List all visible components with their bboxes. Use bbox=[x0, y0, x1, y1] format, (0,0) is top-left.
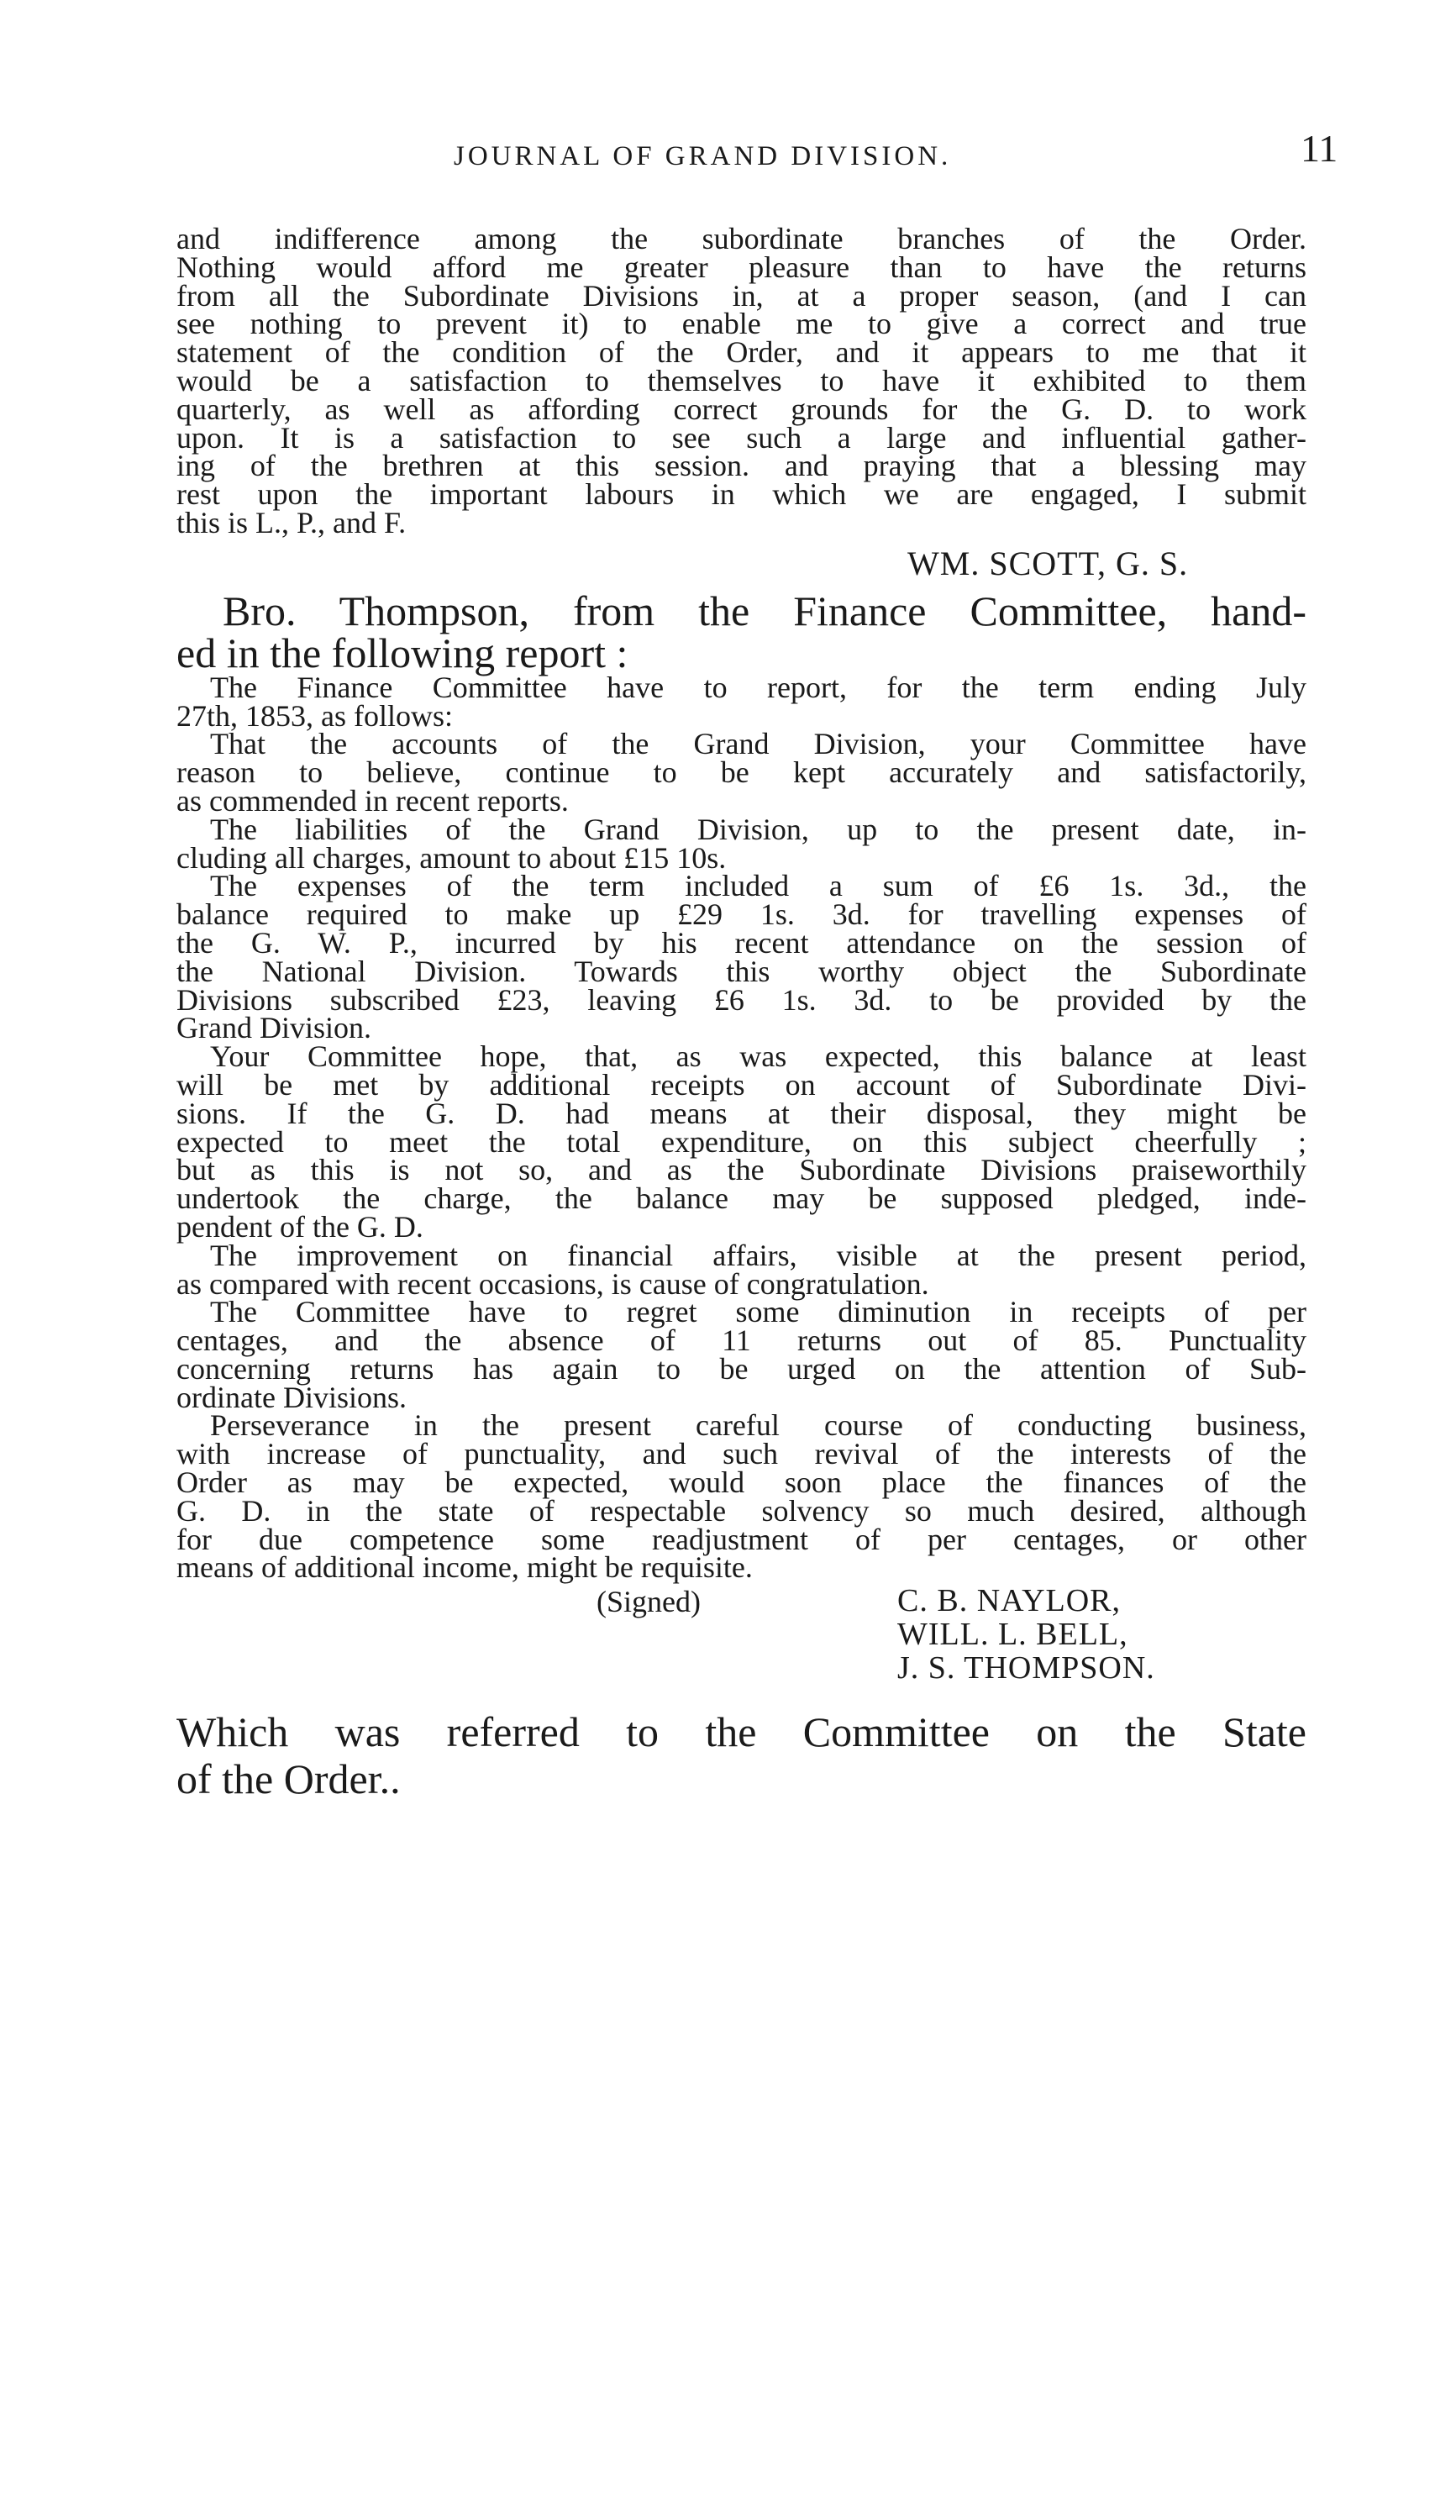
text-line: the G. W. P., incurred by his recent attendance on the session of bbox=[176, 925, 1306, 960]
text-line: rest upon the important labours in which we are engaged, I submit bbox=[176, 477, 1306, 512]
text-line: means of additional income, might be requisite. bbox=[176, 1550, 753, 1585]
text-line: cluding all charges, amount to about £15 10s. bbox=[176, 840, 727, 875]
text-line: quarterly, as well as affording correct grounds for the G. D. to work bbox=[176, 392, 1306, 426]
text-line: G. D. in the state of respectable solvency so much desired, although bbox=[176, 1493, 1306, 1528]
report-paragraph bbox=[176, 812, 1306, 875]
text-line: The improvement on financial affairs, visible at the present period, bbox=[210, 1238, 1306, 1272]
text-line: The Finance Committee have to report, for the term ending July bbox=[210, 670, 1306, 704]
intro-line: ed in the following report : bbox=[176, 629, 628, 676]
text-line: reason to believe, continue to be kept accurately and satisfactorily, bbox=[176, 755, 1306, 790]
text-line: from all the Subordinate Divisions in, at a proper season, (and I can bbox=[176, 278, 1306, 313]
text-line: and indifference among the subordinate branches of the Order. bbox=[176, 222, 1306, 255]
body-text bbox=[176, 222, 1306, 1803]
text-line: would be a satisfaction to themselves to have it exhibited to them bbox=[176, 363, 1306, 397]
text-line: concerning returns has again to be urged on the attention of Sub- bbox=[176, 1351, 1306, 1386]
text-line: balance required to make up £29 1s. 3d. for travelling expenses of bbox=[176, 897, 1306, 932]
signed-label: (Signed) bbox=[597, 1585, 701, 1619]
text-line: for due competence some readjustment of per centages, or other bbox=[176, 1522, 1306, 1556]
report-paragraph bbox=[176, 1238, 1306, 1301]
report-paragraph bbox=[176, 1295, 1306, 1414]
text-line: statement of the condition of the Order, and it appears to me that it bbox=[176, 335, 1306, 370]
closing-line: of the Order.. bbox=[176, 1755, 401, 1803]
signer-name: C. B. NAYLOR, bbox=[897, 1583, 1122, 1619]
text-line: Order as may be expected, would soon place the finances of the bbox=[176, 1465, 1306, 1500]
closing-note bbox=[176, 1708, 1306, 1802]
report-paragraph bbox=[176, 670, 1306, 733]
signer-name: WILL. L. BELL, bbox=[897, 1617, 1128, 1653]
text-line: Perseverance in the present careful course of conducting business, bbox=[210, 1408, 1306, 1443]
text-line: 27th, 1853, as follows: bbox=[176, 698, 453, 733]
report-signatures bbox=[176, 1582, 1306, 1686]
text-line: as compared with recent occasions, is cause of congratulation. bbox=[176, 1266, 929, 1301]
closing-line: Which was referred to the Committee on the State bbox=[176, 1708, 1306, 1756]
report-paragraph bbox=[176, 1039, 1306, 1244]
text-line: ordinate Divisions. bbox=[176, 1380, 407, 1414]
text-line: centages, and the absence of 11 returns out of 85. Punctuality bbox=[176, 1323, 1306, 1358]
signer-name: J. S. THOMPSON. bbox=[897, 1650, 1155, 1686]
finance-report bbox=[176, 670, 1306, 1686]
text-line: Your Committee hope, that, as was expected, this balance at least bbox=[210, 1039, 1306, 1074]
report-paragraph bbox=[176, 727, 1306, 818]
scott-letter-continuation bbox=[176, 222, 1306, 590]
intro-line: Bro. Thompson, from the Finance Committee, hand- bbox=[223, 587, 1306, 634]
scott-signature: WM. SCOTT, G. S. bbox=[907, 544, 1189, 582]
text-line: will be met by additional receipts on account of Subordinate Divi- bbox=[176, 1067, 1306, 1102]
text-line: sions. If the G. D. had means at their disposal, they might be bbox=[176, 1096, 1306, 1130]
text-line: ing of the brethren at this session. and praying that a blessing may bbox=[176, 449, 1306, 483]
report-intro bbox=[176, 587, 1306, 676]
report-paragraph bbox=[176, 869, 1306, 1045]
text-line: the National Division. Towards this worthy object the Subordinate bbox=[176, 954, 1306, 988]
text-line: The liabilities of the Grand Division, up to the present date, in- bbox=[210, 812, 1306, 846]
page-number: 11 bbox=[1301, 127, 1338, 170]
text-line: That the accounts of the Grand Division, your Committee have bbox=[210, 727, 1306, 761]
text-line: see nothing to prevent it) to enable me to give a correct and true bbox=[176, 307, 1306, 341]
text-line: Grand Division. bbox=[176, 1011, 371, 1045]
text-line: expected to meet the total expenditure, on this subject cheerfully ; bbox=[176, 1124, 1306, 1159]
text-line: undertook the charge, the balance may be supposed pledged, inde- bbox=[176, 1181, 1306, 1216]
running-title: JOURNAL OF GRAND DIVISION. bbox=[454, 141, 952, 171]
report-paragraph bbox=[176, 1408, 1306, 1585]
text-line: pendent of the G. D. bbox=[176, 1209, 423, 1244]
running-head bbox=[0, 126, 1456, 176]
text-line: The Committee have to regret some diminution in receipts of per bbox=[210, 1295, 1306, 1329]
text-line: Divisions subscribed £23, leaving £6 1s. 3d. to be provided by the bbox=[176, 982, 1306, 1017]
text-line: but as this is not so, and as the Subordinate Divisions praiseworthily bbox=[176, 1153, 1306, 1187]
text-line: Nothing would afford me greater pleasure than to have the returns bbox=[176, 250, 1306, 284]
text-line: The expenses of the term included a sum of £6 1s. 3d., the bbox=[210, 869, 1306, 903]
text-line: as commended in recent reports. bbox=[176, 783, 569, 818]
text-line: with increase of punctuality, and such revival of the interests of the bbox=[176, 1437, 1306, 1471]
text-line: this is L., P., and F. bbox=[176, 505, 407, 539]
text-line: upon. It is a satisfaction to see such a large and influential gather- bbox=[176, 420, 1306, 455]
